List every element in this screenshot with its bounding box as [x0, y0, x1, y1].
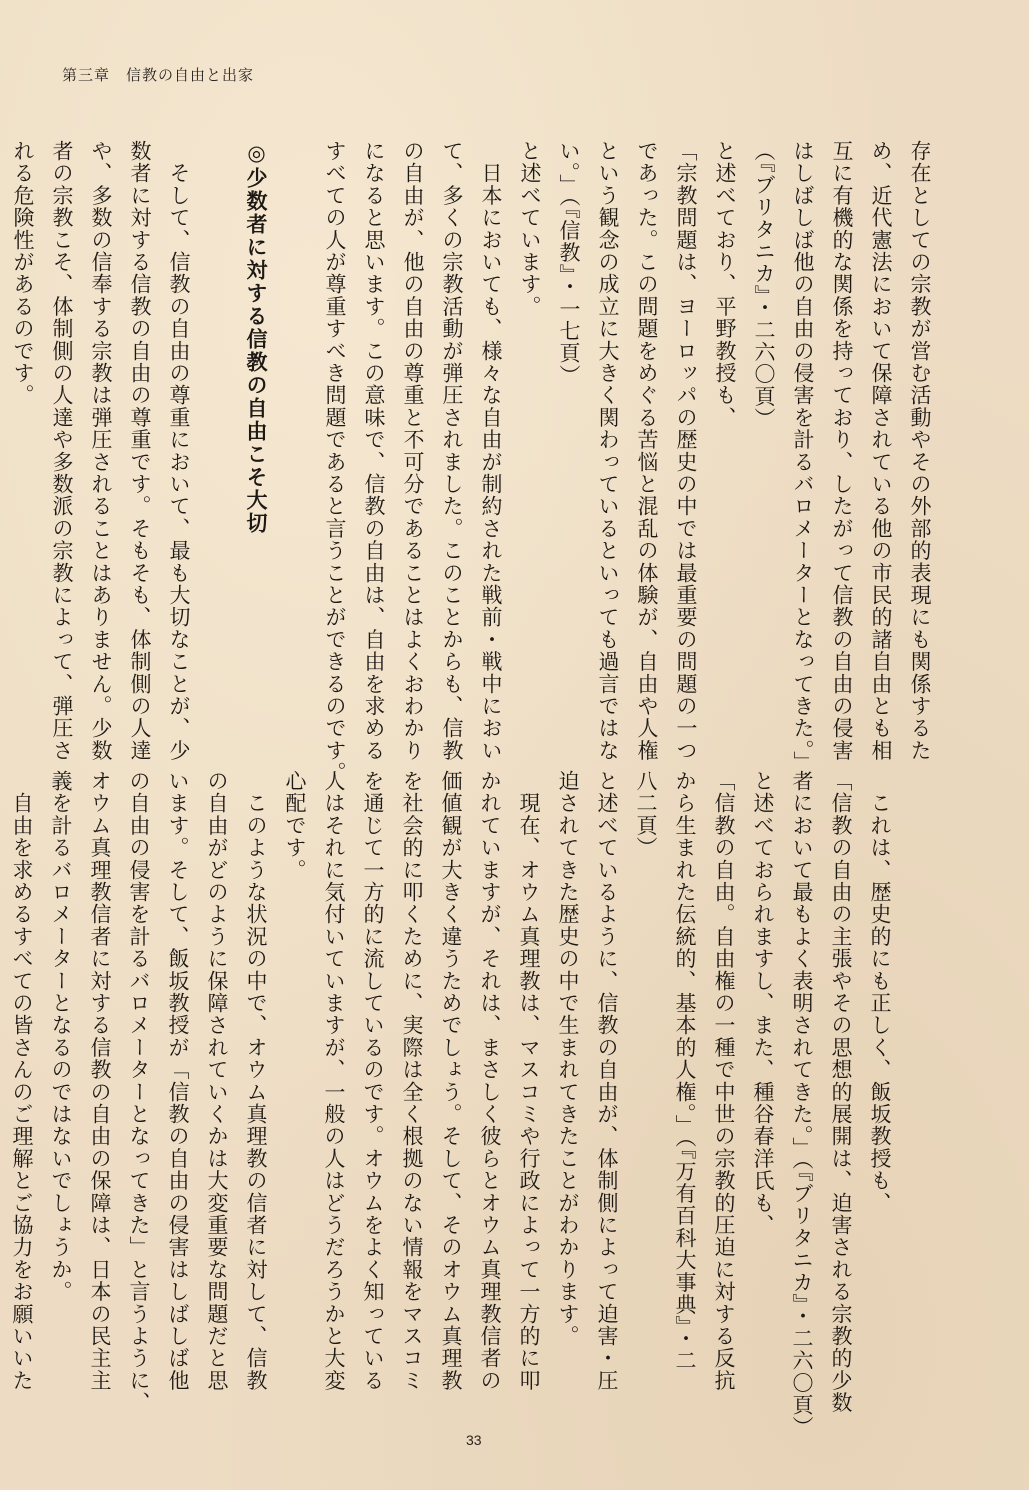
- text-line: 心配です。: [283, 770, 307, 881]
- text-line: と述べておられますし、また、種谷春洋氏も、: [751, 770, 775, 1237]
- top-text-column: [11, 140, 939, 784]
- text-line: て、多くの宗教活動が弾圧されました。このことからも、信教: [440, 140, 464, 762]
- text-line: という観念の成立に大きく関わっているといっても過言ではな: [596, 140, 620, 762]
- text-line: と述べており、平野教授も、: [713, 140, 737, 429]
- text-line: 存在としての宗教が営む活動やその外部的表現にも関係するた: [908, 140, 932, 762]
- text-line: になると思います。この意味で、信教の自由は、自由を求める: [362, 140, 386, 762]
- text-line: を通じて一方的に流しているのです。オウムをよく知っている: [361, 770, 385, 1392]
- text-line: かれていますが、それは、まさしく彼らとオウム真理教信者の: [478, 770, 502, 1392]
- text-line: 「宗教問題は、ヨーロッパの歴史の中では最重要の問題の一つ: [674, 140, 698, 762]
- text-line: 迫されてきた歴史の中で生まれてきたことがわかります。: [556, 770, 580, 1348]
- bottom-text-column: [10, 770, 899, 1439]
- text-line: 「信教の自由の主張やその思想的展開は、迫害される宗教的少数: [829, 770, 853, 1414]
- text-line: 互に有機的な関係を持っており、したがって信教の自由の侵害: [830, 140, 854, 762]
- text-line: め、近代憲法において保障されている他の市民的諸自由とも相: [869, 140, 893, 762]
- text-line: います。そして、飯坂教授が「信教の自由の侵害はしばしば他: [166, 770, 190, 1392]
- text-line: 者において最もよく表明されてきた。」（『ブリタニカ』・二六〇頁）: [790, 770, 814, 1439]
- text-line: 者の宗教こそ、体制側の人達や多数派の宗教によって、弾圧さ: [50, 140, 74, 762]
- page-number: 33: [466, 1432, 482, 1448]
- text-line: い。」（『信教』・一七頁）: [557, 140, 581, 387]
- text-line: オウム真理教信者に対する信教の自由の保障は、日本の民主主: [88, 770, 112, 1392]
- text-line: このような状況の中で、オウム真理教の信者に対して、信教: [244, 770, 268, 1392]
- section-heading: ◎少数者に対する信教の自由こそ大切: [244, 140, 269, 535]
- text-line: の自由の侵害を計るバロメーターとなってきた」と言うように、: [127, 770, 151, 1414]
- text-line: はしばしば他の自由の侵害を計るバロメーターとなってきた。」: [791, 140, 815, 774]
- text-line: と述べています。: [518, 140, 542, 318]
- blank-line: [276, 140, 315, 740]
- text-line: や、多数の信奉する宗教は弾圧されることはありません。少数: [89, 140, 113, 762]
- text-line: 価値観が大きく違うためでしょう。そして、そのオウム真理教: [439, 770, 463, 1392]
- text-line: 日本においても、様々な自由が制約された戦前・戦中におい: [479, 140, 503, 762]
- text-line: れる危険性があるのです。: [11, 140, 35, 407]
- text-line: の自由が、他の自由の尊重と不可分であることはよくおわかり: [401, 140, 425, 762]
- text-line: 現在、オウム真理教は、マスコミや行政によって一方的に叩: [517, 770, 541, 1392]
- text-line: 数者に対する信教の自由の尊重です。そもそも、体制側の人達: [128, 140, 152, 762]
- text-line: （『ブリタニカ』・二六〇頁）: [752, 140, 776, 430]
- text-line: の自由がどのように保障されていくかは大変重要な問題だと思: [205, 770, 229, 1392]
- text-line: そして、信教の自由の尊重において、最も大切なことが、少: [167, 140, 191, 762]
- text-line: であった。この問題をめぐる苦悩と混乱の体験が、自由や人権: [635, 140, 659, 762]
- text-line: 自由を求めるすべての皆さんのご理解とご協力をお願いいた: [10, 770, 34, 1392]
- running-head: 第三章 信教の自由と出家: [62, 66, 255, 84]
- text-line: 「信教の自由。自由権の一種で中世の宗教的圧迫に対する反抗: [712, 770, 736, 1392]
- blank-line: [198, 140, 237, 740]
- text-line: 義を計るバロメーターとなるのではないでしょうか。: [49, 770, 73, 1303]
- text-line: これは、歴史的にも正しく、飯坂教授も、: [868, 770, 892, 1214]
- text-line: と述べているように、信教の自由が、体制側によって迫害・圧: [595, 770, 619, 1392]
- text-line: すべての人が尊重すべき問題であると言うことができるのです。: [323, 140, 347, 784]
- text-line: から生まれた伝統的、基本的人権。」（『万有百科大事典』・二: [673, 770, 697, 1372]
- text-line: 八二頁）: [634, 770, 658, 859]
- text-line: を社会的に叩くために、実際は全く根拠のない情報をマスコミ: [400, 770, 424, 1392]
- text-line: 人はそれに気付いていますが、一般の人はどうだろうかと大変: [322, 770, 346, 1392]
